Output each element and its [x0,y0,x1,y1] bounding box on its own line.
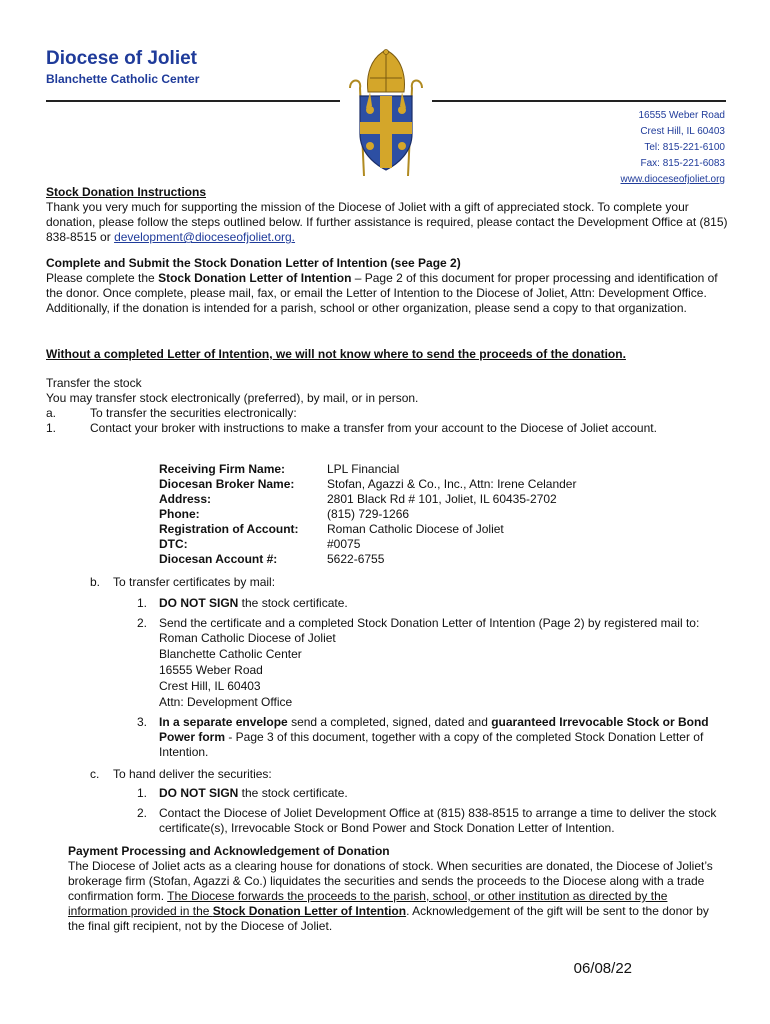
broker-value: (815) 729-1266 [327,507,410,521]
step-number: 1. [137,786,148,800]
list-marker: b. [90,575,101,589]
header-rule-left [46,100,340,102]
step-number: 1. [137,596,148,610]
letter-section [46,256,728,316]
step-number: 2. [137,616,148,630]
list-marker: c. [90,767,100,781]
broker-label: Diocesan Broker Name: [159,477,295,491]
mail-address-line: 16555 Weber Road [159,663,263,677]
broker-label: DTC: [159,537,188,551]
transfer-heading: Transfer the stock [46,376,142,390]
hand-step-2: Contact the Diocese of Joliet Development Office at (815) 838-8515 to arrange a time to deliver the stock certificate(s), Irrevocable Stock or Bond Power and Stock Donation Letter of Intention. [159,806,717,835]
payment-text-c: . Acknowledgement of the gift will be sent to the donor by the final gift recipient, not by the Diocese of Joliet. [68,904,709,933]
hand-heading: To hand deliver the securities: [113,767,272,781]
hand-step-1-rest: the stock certificate. [238,786,348,800]
broker-value: Roman Catholic Diocese of Joliet [327,522,504,536]
transfer-electronic: To transfer the securities electronically: [90,406,297,420]
header-rule-right [432,100,726,102]
step-number: 2. [137,806,148,820]
address-block [621,108,726,188]
list-marker: a. [46,406,57,420]
broker-value: 2801 Black Rd # 101, Joliet, IL 60435-2702 [327,492,557,506]
stock-power-form: guaranteed Irrevocable Stock or Bond Power form [159,715,709,744]
intro-heading: Stock Donation Instructions [46,185,207,199]
mail-step-3-rest: - Page 3 of this document, together with a copy of the completed Stock Donation Letter of Intention. [159,730,704,759]
fax-line: Fax: 815-221-6083 [640,158,725,169]
letter-heading: Complete and Submit the Stock Donation Letter of Intention (see Page 2) [46,256,461,270]
email-link[interactable]: development@dioceseofjoliet.org. [114,230,296,244]
letter-text-a: Please complete the [46,271,159,285]
broker-label: Receiving Firm Name: [159,462,286,476]
mail-step-1-rest: the stock certificate. [238,596,348,610]
step-number: 3. [137,715,148,729]
list-marker: 1. [46,421,57,435]
broker-value: Stofan, Agazzi & Co., Inc., Attn: Irene Celander [327,477,577,491]
broker-value: LPL Financial [327,462,400,476]
separate-envelope: In a separate envelope [159,715,288,729]
intro-body: Thank you very much for supporting the mission of the Diocese of Joliet with a gift of appreciated stock. To complete your donation, please follow the steps outlined below. If further assistance is required, please contact the Development Office at (815) 838-8515 or [46,200,728,244]
broker-value: 5622-6755 [327,552,385,566]
do-not-sign: DO NOT SIGN [159,786,239,800]
mail-address-line: Blanchette Catholic Center [159,647,302,661]
payment-form-name: Stock Donation Letter of Intention [212,904,407,918]
website-link[interactable]: www.dioceseofjoliet.org [620,174,725,185]
warning-text: Without a completed Letter of Intention, we will not know where to send the proceeds of the donation. [46,347,626,361]
payment-text-a: The Diocese of Joliet acts as a clearing house for donations of stock. When securities are donated, the Diocese of Joliet’s brokerage firm (Stofan, Agazzi & Co.) liquidates the securities and sends the proceeds to the Diocese along with a trade confirmation form. [68,859,713,903]
page-title: Diocese of Joliet [46,48,197,69]
phone-line: Tel: 815-221-6100 [644,142,725,153]
address-line: 16555 Weber Road [638,110,725,121]
broker-info-table [159,462,659,572]
letter-text-c: – Page 2 of this document for proper processing and identification of the donor. Once complete, please mail, fax, or email the Letter of Intention to the Diocese of Joliet, Attn: Development Office. Additionally, if the donation is intended for a parish, school or other organization, please send a copy to that organization. [46,271,718,315]
mail-step-3 [159,715,725,760]
mail-heading: To transfer certificates by mail: [113,575,276,589]
intro-text [46,200,728,245]
payment-heading: Payment Processing and Acknowledgement of Donation [68,844,390,858]
broker-value: #0075 [327,537,361,551]
transfer-intro: You may transfer stock electronically (preferred), by mail, or in person. [46,391,419,405]
mail-address-line: Attn: Development Office [159,695,293,709]
mail-address-line: Roman Catholic Diocese of Joliet [159,631,336,645]
mail-step-1 [159,596,348,611]
diocese-crest-icon [340,48,432,178]
broker-label: Address: [159,492,212,506]
payment-text-underlined: The Diocese forwards the proceeds to the parish, school, or other institution as directed by the information provided in the [68,889,668,918]
broker-label: Registration of Account: [159,522,299,536]
letter-form-name: Stock Donation Letter of Intention [158,271,352,285]
mail-step-3-mid: send a completed, signed, dated and [287,715,492,729]
do-not-sign: DO NOT SIGN [159,596,239,610]
intro-section [46,185,728,245]
transfer-electronic-step: Contact your broker with instructions to make a transfer from your account to the Diocese of Joliet account. [90,421,657,435]
broker-label: Phone: [159,507,200,521]
document-date: 06/08/22 [573,960,632,977]
letter-text [46,271,728,316]
payment-text [68,859,726,934]
hand-step-1 [159,786,348,801]
page-subtitle: Blanchette Catholic Center [46,72,200,86]
broker-label: Diocesan Account #: [159,552,278,566]
mail-address-line: Crest Hill, IL 60403 [159,679,261,693]
payment-section [68,844,726,934]
mail-step-2: Send the certificate and a completed Stock Donation Letter of Intention (Page 2) by registered mail to: [159,616,700,630]
address-line: Crest Hill, IL 60403 [640,126,725,137]
